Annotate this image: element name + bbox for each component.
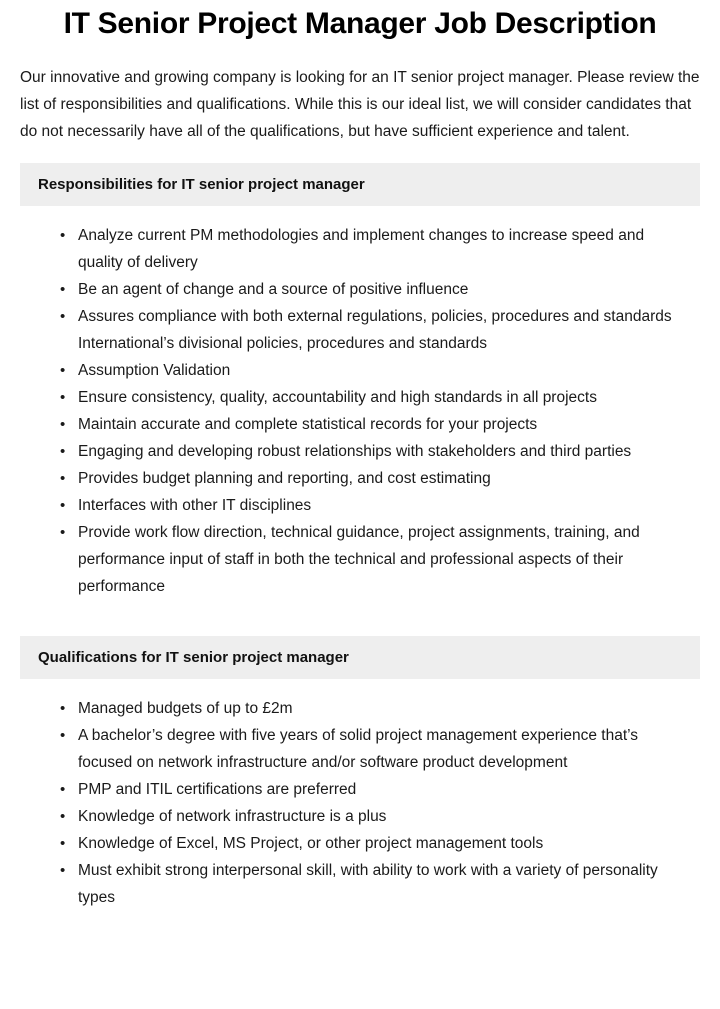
list-item: • Provides budget planning and reporting, and cost estimating	[60, 465, 700, 492]
list-item: • Analyze current PM methodologies and implement changes to increase speed and quality of delivery	[60, 222, 700, 276]
list-item: • Managed budgets of up to £2m	[60, 695, 700, 722]
list-item: • Provide work flow direction, technical guidance, project assignments, training, and performance input of staff in both the technical and professional aspects of their performance	[60, 519, 700, 600]
page-title: IT Senior Project Manager Job Description	[63, 7, 657, 40]
section-qualifications	[20, 636, 700, 919]
section-heading-responsibilities: Responsibilities for IT senior project manager	[20, 163, 700, 206]
list-item: • Interfaces with other IT disciplines	[60, 492, 700, 519]
list-item: • Must exhibit strong interpersonal skill, with ability to work with a variety of personality types	[60, 857, 700, 911]
list-item: • Assures compliance with both external regulations, policies, procedures and standards International’s divisional policies, procedures and standards	[60, 303, 700, 357]
section-responsibilities	[20, 163, 700, 608]
list-item: • Assumption Validation	[60, 357, 700, 384]
qualifications-list	[20, 679, 700, 919]
intro-paragraph: Our innovative and growing company is looking for an IT senior project manager. Please review the list of responsibilities and qualifications. While this is our ideal list, we will consider candidates that do not necessarily have all of the qualifications, but have sufficient experience and talent.	[20, 69, 700, 140]
list-item: • Knowledge of Excel, MS Project, or other project management tools	[60, 830, 700, 857]
list-item: • Be an agent of change and a source of positive influence	[60, 276, 700, 303]
job-description-document	[0, 6, 720, 919]
list-item: • Knowledge of network infrastructure is a plus	[60, 803, 700, 830]
section-heading-qualifications: Qualifications for IT senior project manager	[20, 636, 700, 679]
responsibilities-list	[20, 206, 700, 608]
list-item: • A bachelor’s degree with five years of solid project management experience that’s focused on network infrastructure and/or software product development	[60, 722, 700, 776]
list-item: • Maintain accurate and complete statistical records for your projects	[60, 411, 700, 438]
list-item: • Ensure consistency, quality, accountability and high standards in all projects	[60, 384, 700, 411]
list-item: • Engaging and developing robust relationships with stakeholders and third parties	[60, 438, 700, 465]
list-item: • PMP and ITIL certifications are preferred	[60, 776, 700, 803]
section-spacer	[20, 608, 700, 626]
